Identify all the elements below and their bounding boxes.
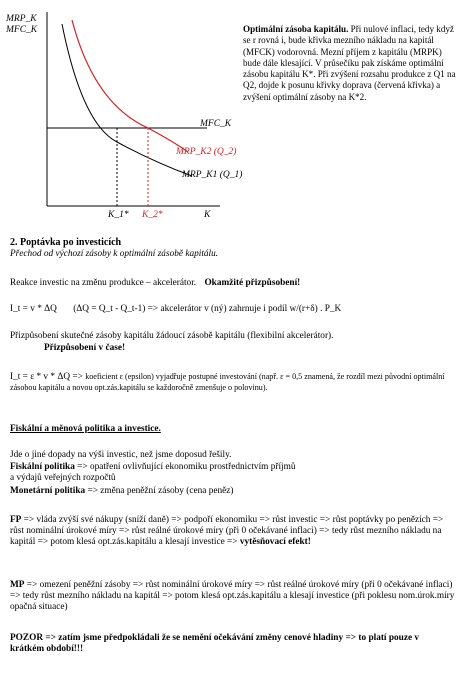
fp-lead: FP	[10, 515, 22, 525]
side-title: Optimální zásoba kapitálu.	[243, 24, 349, 34]
mrp-k1-curve	[62, 24, 192, 176]
formula-1b: (ΔQ = Q_t - Q_t-1) => akcelerátor v (ný) zahrnuje i podíl w/(r+δ) . P_K	[73, 304, 342, 314]
side-body: Při nulové inflaci, tedy když se r rovná i, bude křivka mezního nákladu na kapitál (MFCK) vodorovná. Mezní příjem z kapitálu (MRPK) bude dále klesající. V průsečíku pak získáme optimální zásobu kapitálu K*. Při zvýšení rozsahu produkce z Q1 na Q2, dojde k posunu křivky doprava (červená křivka) a zvýšení optimální zásoby na K*2.	[243, 24, 456, 102]
formula-1	[10, 304, 341, 315]
mp-def: => změna peněžní zásoby (cena peněz)	[85, 486, 234, 496]
fiscal-heading: Fiskální a měnová politika a investice.	[10, 424, 161, 434]
formula-2a: I_t = ε * v * ΔQ =>	[10, 372, 83, 382]
mrp-k2-curve	[72, 20, 188, 152]
reaction-line	[10, 278, 300, 289]
warning: POZOR => zatím jsme předpokládali že se nemění očekávání změny cenové hladiny => to platí pouze v krátkém období!!!	[10, 633, 420, 654]
mp-lead: MP	[10, 580, 25, 590]
mp-definition	[10, 486, 233, 497]
adjust-2: Přizpůsobení v čase!	[44, 343, 126, 353]
reaction-bold: Okamžité přizpůsobení!	[204, 278, 301, 288]
fp-definition	[10, 462, 300, 484]
formula-2	[10, 372, 455, 394]
mrp-k2-label: MRP_K2 (Q_2)	[176, 147, 237, 157]
fp-paragraph	[10, 515, 455, 548]
section2-heading: 2. Poptávka po investicích	[10, 237, 122, 248]
k2-label: K_2*	[142, 210, 163, 220]
y-axis-label-2: MFC_K	[6, 25, 38, 35]
k-axis-label: K	[204, 210, 211, 220]
mp-text: => omezení peněžní zásoby => růst nominální úrokové míry => růst reálné úrokové míry (při 0 očekávané inflaci) => tedy růst mezního nákladu na kapitál => potom klesá opt.zás.kapitálu a klesají investice (při poklesu nom.úrok.míry opačná situace)	[10, 580, 455, 612]
fp-effect: vytěsňovací efekt!	[239, 537, 311, 547]
capital-diagram	[4, 4, 243, 220]
fp-text: => vláda zvýší své nákupy (sníží daně) => podpoří ekonomiku => růst investic => růst poptávky po penězích => růst nominální úrokové míry => růst reálné úrokové míry (při 0 očekávané inflaci) => tedy růst mezního nákladu na kapitál => potom klesá opt.zás.kapitálu a klesají investice =>	[10, 515, 444, 547]
mfc-label: MFC_K	[200, 119, 232, 129]
optimal-capital-text	[243, 24, 457, 103]
y-axis-label-1: MRP_K	[6, 14, 37, 24]
mrp-k1-label: MRP_K1 (Q_1)	[182, 170, 243, 180]
fiscal-intro: Jde o jiné dopady na výši investic, než jsme doposud řešily.	[10, 450, 232, 460]
adjust-1: Přizpůsobení skutečné zásoby kapitálu žádoucí zásobě kapitálu (flexibilní akcelerátor).	[10, 331, 334, 341]
section2-subheading: Přechod od výchozí zásoby k optimální zásobě kapitálu.	[10, 249, 219, 259]
mp-term: Monetární politika	[10, 486, 86, 496]
fp-def: => opatření ovlivňující ekonomiku prostřednictvím příjmů a výdajů veřejných rozpočtů	[10, 462, 296, 483]
mp-paragraph	[10, 580, 455, 613]
formula-1a: I_t = v * ΔQ	[10, 304, 57, 314]
k1-label: K_1*	[108, 210, 129, 220]
reaction-text: Reakce investic na změnu produkce – akcelerátor.	[10, 278, 197, 288]
formula-2b: koeficient ε (epsilon) vyjadřuje postupné investování (např. ε = 0,5 znamená, že rozdíl mezi původní optimální zásobou kapitálu a novou opt.zás.kapitálu se každoročně zmenšuje o polovinu).	[10, 372, 445, 392]
fp-term: Fiskální politika	[10, 462, 75, 472]
